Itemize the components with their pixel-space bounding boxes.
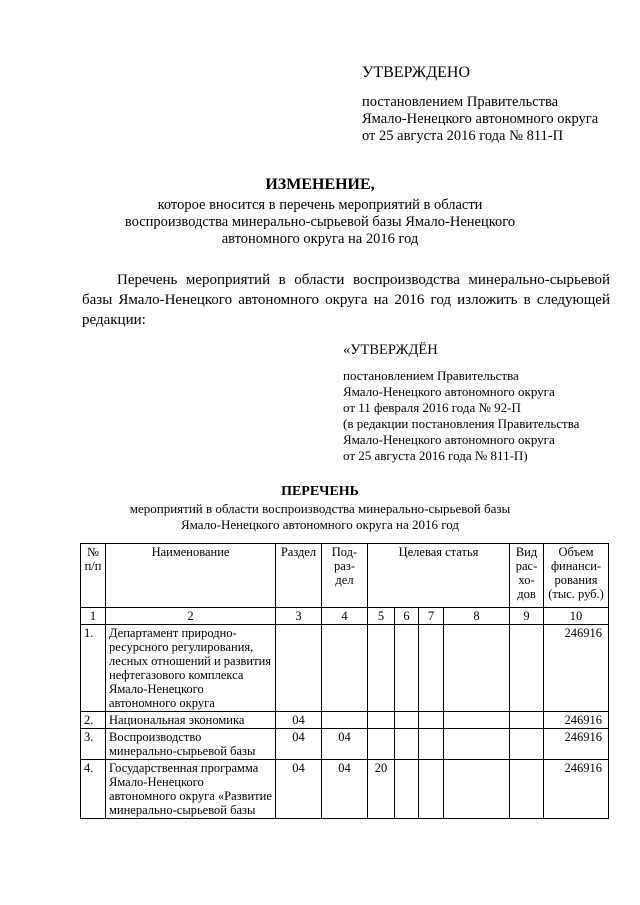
row-c9 <box>510 625 544 712</box>
row-num: 3. <box>81 729 106 760</box>
col-number: 1 <box>81 608 106 625</box>
row-amount: 246916 <box>544 625 609 712</box>
measures-table <box>80 543 609 819</box>
appendix-line: (в редакции постановления Правительства <box>343 416 580 431</box>
row-subsection <box>322 625 368 712</box>
row-num: 1. <box>81 625 106 712</box>
row-name: Национальная экономика <box>106 712 276 729</box>
approval-line: постановлением Правительства <box>362 94 559 110</box>
table-row <box>81 712 609 729</box>
row-amount: 246916 <box>544 760 609 819</box>
header-name: Наименование <box>106 544 276 608</box>
approval-title: УТВЕРЖДЕНО <box>362 64 471 81</box>
row-subsection: 04 <box>322 729 368 760</box>
row-c8 <box>444 625 510 712</box>
body-paragraph <box>82 270 610 330</box>
row-subsection: 04 <box>322 760 368 819</box>
approval-line: Ямало-Ненецкого автономного округа <box>362 111 599 127</box>
list-title: ПЕРЕЧЕНЬ <box>281 484 359 499</box>
row-c5: 20 <box>368 760 395 819</box>
row-c6 <box>395 625 419 712</box>
row-c7 <box>419 729 444 760</box>
row-c9 <box>510 712 544 729</box>
row-c9 <box>510 729 544 760</box>
appendix-line: Ямало-Ненецкого автономного округа <box>343 384 555 399</box>
row-c9 <box>510 760 544 819</box>
list-subtitle-line: Ямало-Ненецкого автономного округа на 2016 год <box>181 517 459 532</box>
column-number-row <box>81 608 609 625</box>
row-c7 <box>419 760 444 819</box>
row-c6 <box>395 712 419 729</box>
row-section: 04 <box>276 712 322 729</box>
col-number: 6 <box>395 608 419 625</box>
row-name: Государственная программа Ямало-Ненецкого автономного округа «Развитие минерально-сырьевой базы <box>106 760 276 819</box>
row-c8 <box>444 760 510 819</box>
row-section <box>276 625 322 712</box>
appendix-line: от 25 августа 2016 года № 811-П) <box>343 448 528 463</box>
header-target: Целевая статья <box>368 544 510 608</box>
change-line: воспроизводства минерально-сырьевой базы Ямало-Ненецкого <box>124 214 516 230</box>
row-c5 <box>368 712 395 729</box>
row-c5 <box>368 729 395 760</box>
appendix-line: постановлением Правительства <box>343 368 519 383</box>
header-section: Раздел <box>276 544 322 608</box>
row-c6 <box>395 760 419 819</box>
col-number: 4 <box>322 608 368 625</box>
table-header-row <box>81 544 609 608</box>
appendix-line: от 11 февраля 2016 года № 92-П <box>343 400 521 415</box>
row-subsection <box>322 712 368 729</box>
col-number: 9 <box>510 608 544 625</box>
table-row <box>81 760 609 819</box>
appendix-title: «УТВЕРЖДЁН <box>343 342 438 358</box>
header-num: № п/п <box>81 544 106 608</box>
approval-line: от 25 августа 2016 года № 811-П <box>362 128 564 144</box>
row-section: 04 <box>276 729 322 760</box>
row-c6 <box>395 729 419 760</box>
col-number: 7 <box>419 608 444 625</box>
col-number: 10 <box>544 608 609 625</box>
row-amount: 246916 <box>544 712 609 729</box>
header-amount: Объем финанси-рования (тыс. руб.) <box>544 544 609 608</box>
row-num: 2. <box>81 712 106 729</box>
list-subtitle-line: мероприятий в области воспроизводства минерально-сырьевой базы <box>129 501 511 516</box>
col-number: 2 <box>106 608 276 625</box>
row-name: Воспроизводство минерально-сырьевой базы <box>106 729 276 760</box>
paragraph-line: базы Ямало-Ненецкого автономного округа на 2016 год изложить в следующей <box>82 292 610 308</box>
col-number: 3 <box>276 608 322 625</box>
row-name: Департамент природно-ресурсного регулирования, лесных отношений и развития нефтегазового комплекса Ямало-Ненецкого автономного округа <box>106 625 276 712</box>
row-section: 04 <box>276 760 322 819</box>
change-title: ИЗМЕНЕНИЕ, <box>265 176 375 193</box>
change-line: которое вносится в перечень мероприятий в области <box>157 197 483 213</box>
row-c7 <box>419 625 444 712</box>
appendix-line: Ямало-Ненецкого автономного округа <box>343 432 555 447</box>
change-line: автономного округа на 2016 год <box>221 231 419 247</box>
table-row <box>81 625 609 712</box>
row-num: 4. <box>81 760 106 819</box>
header-expense: Вид рас-хо-дов <box>510 544 544 608</box>
table-row <box>81 729 609 760</box>
paragraph-line: редакции: <box>82 312 146 328</box>
col-number: 8 <box>444 608 510 625</box>
row-amount: 246916 <box>544 729 609 760</box>
row-c5 <box>368 625 395 712</box>
row-c7 <box>419 712 444 729</box>
paragraph-line: Перечень мероприятий в области воспроизводства минерально-сырьевой <box>117 272 610 288</box>
header-subsection: Под-раз-дел <box>322 544 368 608</box>
row-c8 <box>444 729 510 760</box>
row-c8 <box>444 712 510 729</box>
col-number: 5 <box>368 608 395 625</box>
